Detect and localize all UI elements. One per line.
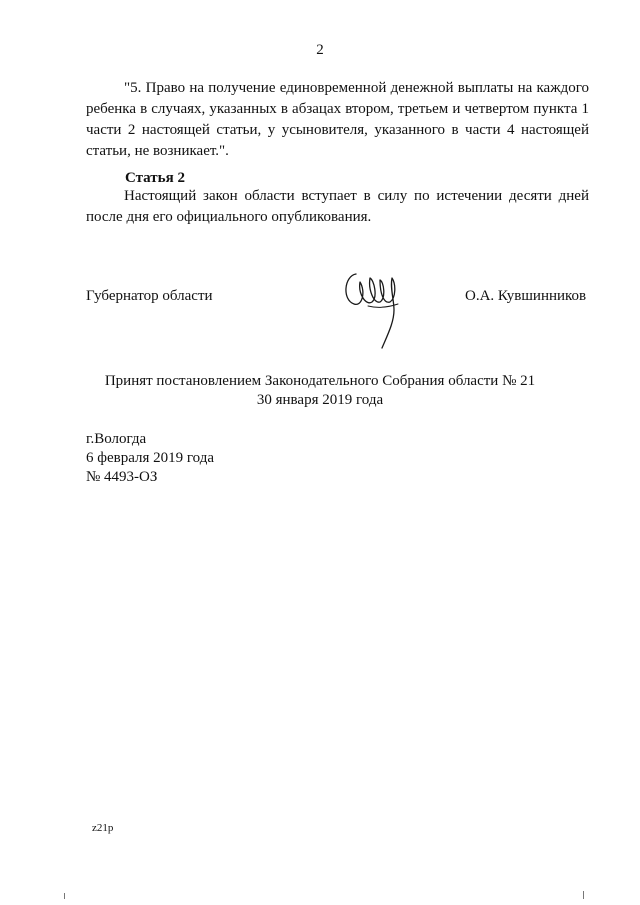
- amendment-paragraph: "5. Право на получение единовременной денежной выплаты на каждого ребенка в случаях, указанных в абзацах втором, третьем и четвертом пункта 1 части 2 настоящей статьи, у усыновителя, указанного в части 4 настоящей статьи, не возникает.".: [86, 80, 589, 159]
- scan-mark-left: [64, 893, 65, 899]
- document-code: z21p: [92, 822, 114, 834]
- governor-title: Губернатор области: [86, 288, 213, 304]
- law-number: № 4493-ОЗ: [86, 469, 158, 485]
- place-date-block: [86, 430, 214, 487]
- adoption-line-2: 30 января 2019 года: [256, 392, 384, 408]
- date: 6 февраля 2019 года: [86, 450, 215, 466]
- scan-mark-right: [583, 891, 584, 899]
- city: г.Вологда: [86, 431, 147, 447]
- adoption-block: [0, 372, 640, 410]
- signature-image: [338, 264, 408, 350]
- article-heading: Статья 2: [125, 170, 185, 186]
- governor-name: О.А. Кувшинников: [465, 288, 587, 304]
- article-body: Настоящий закон области вступает в силу по истечении десяти дней после дня его официального опубликования.: [86, 188, 589, 225]
- adoption-line-1: Принят постановлением Законодательного Собрания области № 21: [104, 373, 536, 389]
- page-number: 2: [316, 42, 324, 58]
